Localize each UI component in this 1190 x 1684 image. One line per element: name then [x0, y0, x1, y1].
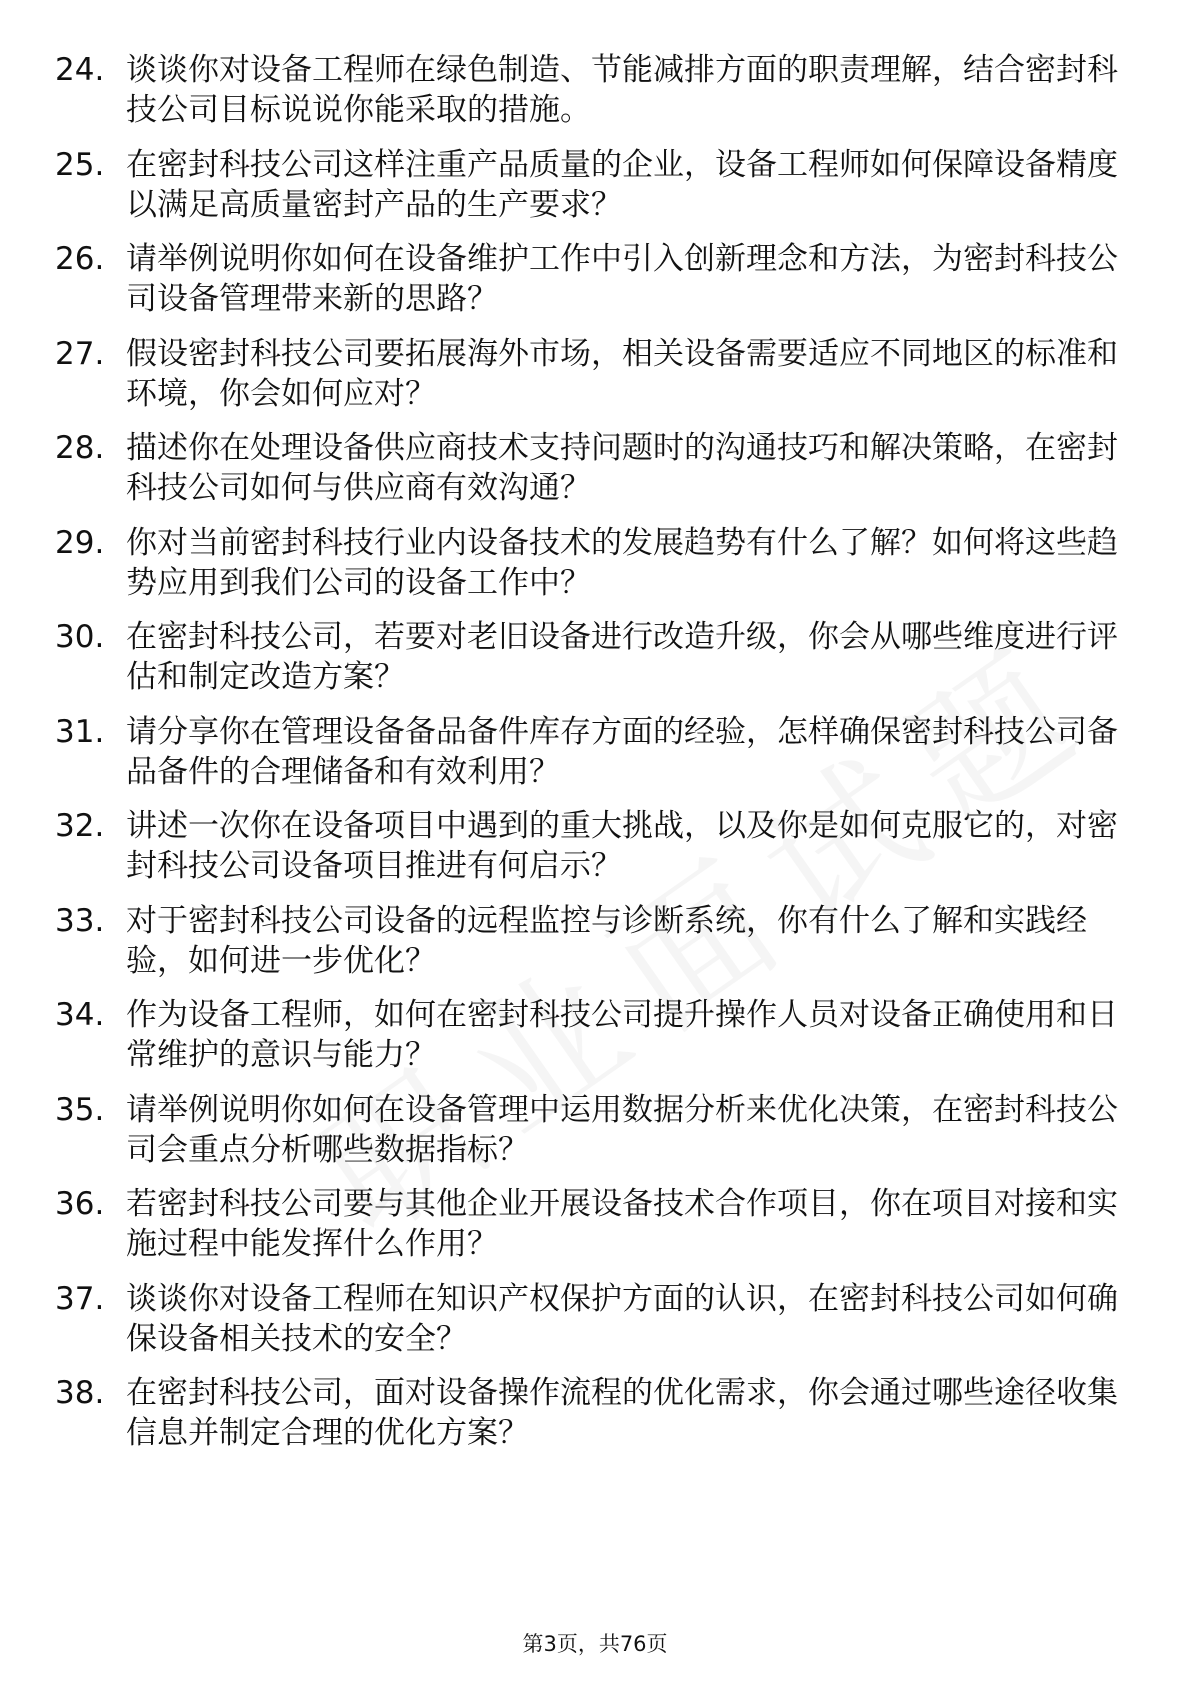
- question-text: 请举例说明你如何在设备管理中运用数据分析来优化决策，在密封科技公司会重点分析哪些数据指标？: [126, 1091, 1118, 1168]
- question-list: [55, 50, 1135, 1468]
- question-text: 描述你在处理设备供应商技术支持问题时的沟通技巧和解决策略，在密封科技公司如何与供应商有效沟通？: [126, 430, 1118, 506]
- question-item: [55, 428, 1135, 523]
- question-item: [55, 1184, 1135, 1279]
- question-item: [55, 50, 1135, 145]
- question-item: [55, 806, 1135, 901]
- question-number: 35.: [55, 1091, 105, 1128]
- question-text: 假设密封科技公司要拓展海外市场，相关设备需要适应不同地区的标准和环境，你会如何应对？: [126, 335, 1118, 412]
- question-number: 26.: [55, 241, 105, 277]
- question-item: [55, 145, 1135, 240]
- question-number: 38.: [55, 1375, 105, 1411]
- question-number: 27.: [55, 335, 105, 372]
- question-item: [55, 901, 1135, 996]
- question-number: 32.: [55, 808, 105, 844]
- question-number: 36.: [55, 1186, 105, 1222]
- page-number-footer: 第3页，共76页: [522, 1632, 668, 1656]
- question-item: [55, 995, 1135, 1090]
- question-item: [55, 712, 1135, 807]
- question-item: [55, 239, 1135, 334]
- question-item: [55, 1279, 1135, 1374]
- question-number: 37.: [55, 1280, 105, 1317]
- question-number: 28.: [55, 430, 105, 466]
- question-text: 在密封科技公司，若要对老旧设备进行改造升级，你会从哪些维度进行评估和制定改造方案？: [126, 619, 1118, 695]
- question-number: 31.: [55, 713, 105, 750]
- question-text: 讲述一次你在设备项目中遇到的重大挑战，以及你是如何克服它的，对密封科技公司设备项目推进有何启示？: [126, 808, 1118, 884]
- question-number: 24.: [55, 52, 105, 88]
- question-number: 25.: [55, 146, 105, 183]
- question-text: 在密封科技公司，面对设备操作流程的优化需求，你会通过哪些途径收集信息并制定合理的优化方案？: [126, 1375, 1118, 1451]
- question-text: 你对当前密封科技行业内设备技术的发展趋势有什么了解？如何将这些趋势应用到我们公司的设备工作中？: [126, 524, 1118, 601]
- question-text: 请分享你在管理设备备品备件库存方面的经验，怎样确保密封科技公司备品备件的合理储备和有效利用？: [126, 713, 1118, 790]
- question-item: [55, 617, 1135, 712]
- question-text: 请举例说明你如何在设备维护工作中引入创新理念和方法，为密封科技公司设备管理带来新的思路？: [126, 241, 1118, 317]
- question-number: 30.: [55, 619, 105, 655]
- question-number: 34.: [55, 997, 105, 1033]
- question-item: [55, 1373, 1135, 1468]
- question-number: 33.: [55, 902, 105, 939]
- question-text: 若密封科技公司要与其他企业开展设备技术合作项目，你在项目对接和实施过程中能发挥什么作用？: [126, 1186, 1118, 1262]
- question-item: [55, 523, 1135, 618]
- question-text: 作为设备工程师，如何在密封科技公司提升操作人员对设备正确使用和日常维护的意识与能力？: [126, 997, 1118, 1073]
- question-item: [55, 1090, 1135, 1185]
- question-text: 对于密封科技公司设备的远程监控与诊断系统，你有什么了解和实践经验，如何进一步优化？: [126, 902, 1087, 979]
- question-number: 29.: [55, 524, 105, 561]
- question-item: [55, 334, 1135, 429]
- question-text: 在密封科技公司这样注重产品质量的企业，设备工程师如何保障设备精度以满足高质量密封产品的生产要求？: [126, 146, 1118, 223]
- question-text: 谈谈你对设备工程师在绿色制造、节能减排方面的职责理解，结合密封科技公司目标说说你能采取的措施。: [126, 52, 1118, 128]
- question-text: 谈谈你对设备工程师在知识产权保护方面的认识，在密封科技公司如何确保设备相关技术的安全？: [126, 1280, 1118, 1357]
